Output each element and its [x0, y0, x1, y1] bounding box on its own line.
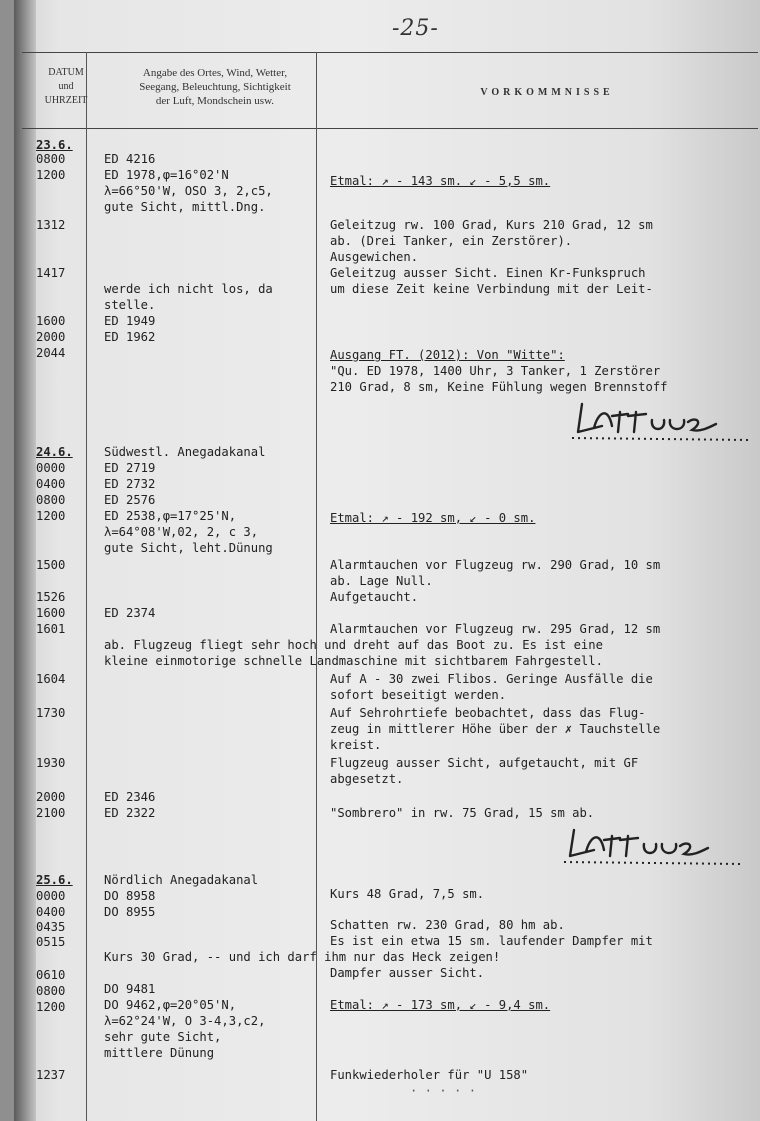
- faded-text: · · · · ·: [410, 1084, 477, 1098]
- event-text: ab. Lage Null.: [330, 574, 433, 588]
- etmal-text: Etmal: ↗ - 173 sm, ↙ - 9,4 sm.: [330, 998, 551, 1012]
- time-label: 2000: [36, 790, 66, 804]
- position-text: DO 9481: [104, 982, 156, 996]
- etmal-text: Etmal: ↗ - 143 sm. ↙ - 5,5 sm.: [330, 174, 551, 188]
- event-text: ab. (Drei Tanker, ein Zerstörer).: [330, 234, 573, 248]
- header-und-label: und: [58, 81, 74, 92]
- weather-text: gute Sicht, leht.Dünung: [104, 541, 273, 555]
- event-text: sofort beseitigt werden.: [330, 688, 507, 702]
- time-label: 0000: [36, 461, 66, 475]
- time-label: 1730: [36, 706, 66, 720]
- event-text: "Sombrero" in rw. 75 Grad, 15 sm ab.: [330, 806, 595, 820]
- time-label: 1604: [36, 672, 66, 686]
- time-label: 1600: [36, 314, 66, 328]
- time-label: 1200: [36, 509, 66, 523]
- time-label: 0800: [36, 493, 66, 507]
- event-text: Auf Sehrohrtiefe beobachtet, dass das Flug-: [330, 706, 646, 720]
- header-datum: [36, 66, 96, 108]
- event-text: Alarmtauchen vor Flugzeug rw. 290 Grad, 10 sm: [330, 558, 661, 572]
- header-bottom-rule: [22, 128, 758, 129]
- event-text: Kurs 30 Grad, -- und ich darf ihm nur das Heck zeigen!: [104, 950, 501, 964]
- position-text: ED 2538,φ=17°25'N,: [104, 509, 237, 523]
- time-label: 1600: [36, 606, 66, 620]
- position-text: ED 2374: [104, 606, 156, 620]
- position-text: λ=64°08'W,02, 2, c 3,: [104, 525, 259, 539]
- header-angabe: [104, 66, 326, 108]
- event-text: Kurs 48 Grad, 7,5 sm.: [330, 887, 485, 901]
- event-text: Geleitzug rw. 100 Grad, Kurs 210 Grad, 12 sm: [330, 218, 653, 232]
- event-text: Flugzeug ausser Sicht, aufgetaucht, mit GF: [330, 756, 639, 770]
- time-label: 1930: [36, 756, 66, 770]
- position-text: ED 1949: [104, 314, 156, 328]
- event-text: Schatten rw. 230 Grad, 80 hm ab.: [330, 918, 565, 932]
- event-text: um diese Zeit keine Verbindung mit der Leit-: [330, 282, 653, 296]
- event-text: Alarmtauchen vor Flugzeug rw. 295 Grad, 12 sm: [330, 622, 661, 636]
- position-text: DO 8955: [104, 905, 156, 919]
- position-text: ED 2322: [104, 806, 156, 820]
- event-text: Dampfer ausser Sicht.: [330, 966, 485, 980]
- weather-text: gute Sicht, mittl.Dng.: [104, 200, 266, 214]
- position-text: ED 2346: [104, 790, 156, 804]
- time-label: 2000: [36, 330, 66, 344]
- event-text: Funkwiederholer für "U 158": [330, 1068, 529, 1082]
- header-datum-label: DATUM: [48, 67, 84, 78]
- position-text: Südwestl. Anegadakanal: [104, 445, 266, 459]
- time-label: 1601: [36, 622, 66, 636]
- event-text: Es ist ein etwa 15 sm. laufender Dampfer mit: [330, 934, 653, 948]
- time-label: 0800: [36, 984, 66, 998]
- date-label: 23.6.: [36, 138, 73, 152]
- binding-shadow: [14, 0, 36, 1121]
- etmal-text: Etmal: ↗ - 192 sm, ↙ - 0 sm.: [330, 511, 536, 525]
- time-label: 0400: [36, 477, 66, 491]
- event-text: zeug in mittlerer Höhe über der ✗ Tauchstelle: [330, 722, 661, 736]
- position-text: ED 2732: [104, 477, 156, 491]
- time-label: 0000: [36, 889, 66, 903]
- event-text: Auf A - 30 zwei Flibos. Geringe Ausfälle die: [330, 672, 653, 686]
- header-angabe-line: Seegang, Beleuchtung, Sichtigkeit: [139, 81, 291, 93]
- time-label: 1417: [36, 266, 66, 280]
- time-label: 1500: [36, 558, 66, 572]
- header-uhrzeit-label: UHRZEIT: [44, 95, 88, 106]
- event-text: 210 Grad, 8 sm, Keine Fühlung wegen Brennstoff: [330, 380, 668, 394]
- event-text: kleine einmotorige schnelle Landmaschine mit sichtbarem Fahrgestell.: [104, 654, 603, 668]
- position-text: λ=66°50'W, OSO 3, 2,c5,: [104, 184, 273, 198]
- time-label: 0435: [36, 920, 66, 934]
- position-text: DO 9462,φ=20°05'N,: [104, 998, 237, 1012]
- time-label: 0800: [36, 152, 66, 166]
- event-text: Geleitzug ausser Sicht. Einen Kr-Funkspruch: [330, 266, 646, 280]
- date-label: 25.6.: [36, 873, 73, 887]
- event-text: kreist.: [330, 738, 382, 752]
- event-text: Ausgewichen.: [330, 250, 419, 264]
- signature: [560, 824, 745, 870]
- position-text: ED 1978,φ=16°02'N: [104, 168, 229, 182]
- position-text: ED 2576: [104, 493, 156, 507]
- weather-text: sehr gute Sicht,: [104, 1030, 222, 1044]
- header-angabe-line: der Luft, Mondschein usw.: [155, 95, 275, 107]
- time-label: 1237: [36, 1068, 66, 1082]
- time-label: 1200: [36, 168, 66, 182]
- header-top-rule: [22, 52, 758, 53]
- event-text: abgesetzt.: [330, 772, 404, 786]
- time-label: 1312: [36, 218, 66, 232]
- header-vorkommnisse: VORKOMMNISSE: [480, 87, 614, 98]
- event-text: "Qu. ED 1978, 1400 Uhr, 3 Tanker, 1 Zerstörer: [330, 364, 661, 378]
- position-text: ED 1962: [104, 330, 156, 344]
- event-text: Aufgetaucht.: [330, 590, 419, 604]
- date-label: 24.6.: [36, 445, 73, 459]
- time-label: 1526: [36, 590, 66, 604]
- position-text: Nördlich Anegadakanal: [104, 873, 259, 887]
- event-text: werde ich nicht los, da: [104, 282, 273, 296]
- time-label: 0400: [36, 905, 66, 919]
- page-number: -25-: [392, 16, 439, 41]
- header-angabe-line: Angabe des Ortes, Wind, Wetter,: [142, 67, 288, 79]
- event-text: ab. Flugzeug fliegt sehr hoch und dreht auf das Boot zu. Es ist eine: [104, 638, 603, 652]
- position-text: ED 2719: [104, 461, 156, 475]
- time-label: 0610: [36, 968, 66, 982]
- position-text: λ=62°24'W, O 3-4,3,c2,: [104, 1014, 266, 1028]
- time-label: 1200: [36, 1000, 66, 1014]
- weather-text: mittlere Dünung: [104, 1046, 215, 1060]
- position-text: DO 8958: [104, 889, 156, 903]
- time-label: 0515: [36, 935, 66, 949]
- position-text: ED 4216: [104, 152, 156, 166]
- time-label: 2100: [36, 806, 66, 820]
- signature: [568, 398, 753, 444]
- column-divider-datum: [86, 52, 87, 1121]
- event-text: stelle.: [104, 298, 156, 312]
- event-text: Ausgang FT. (2012): Von "Witte":: [330, 348, 565, 362]
- time-label: 2044: [36, 346, 66, 360]
